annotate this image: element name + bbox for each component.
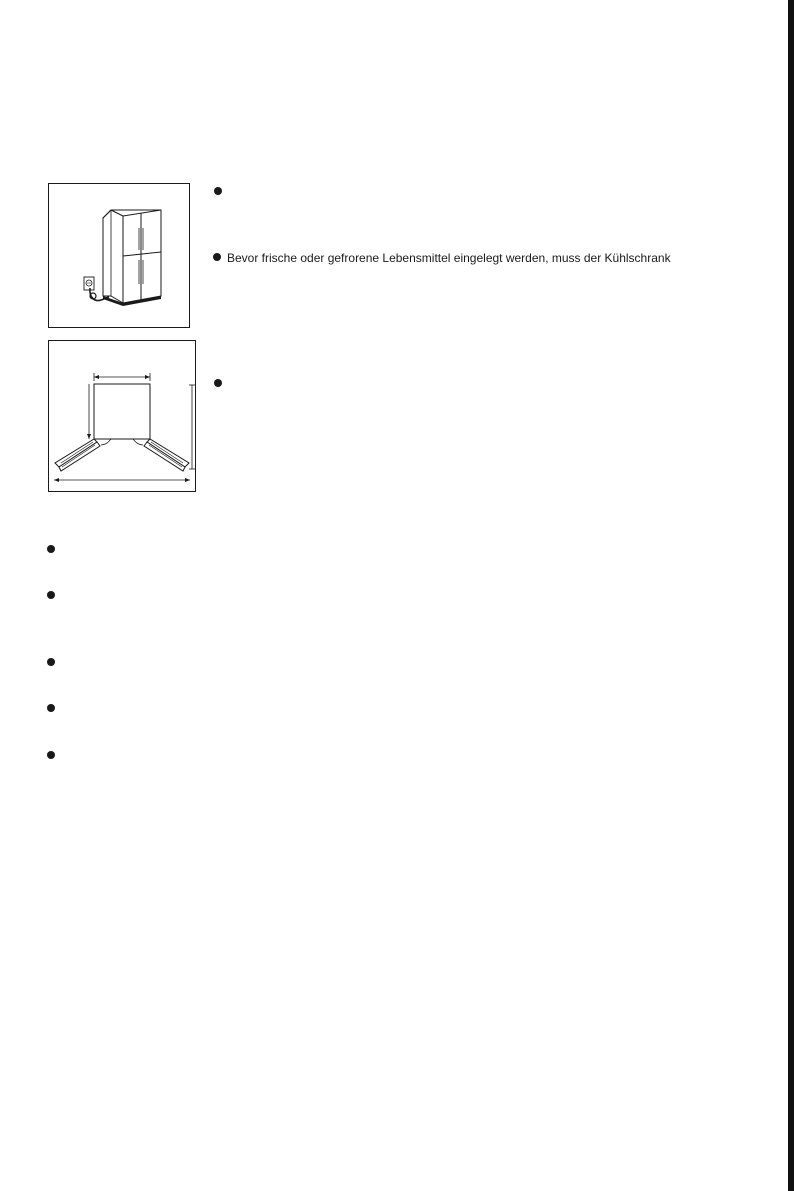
bullet-text: Bevor frische oder gefrorene Lebensmittel eingelegt werden, muss der Kühlschrank [227,251,671,265]
refrigerator-icon [49,184,189,327]
door-clearance-diagram [48,340,196,492]
clearance-dimension-icon [49,341,195,491]
fridge-plug-illustration [48,183,190,328]
bullet-dot-icon [47,545,55,553]
bullet-dot-icon [214,379,222,387]
bullet-dot-icon [47,751,55,759]
bullet-dot-icon [213,253,221,261]
bullet-dot-icon [47,704,55,712]
bullet-dot-icon [47,658,55,666]
page-edge-stripe [788,0,794,1191]
bullet-dot-icon [47,591,55,599]
bullet-dot-icon [214,187,222,195]
bullet-item-storage-note [213,251,671,265]
